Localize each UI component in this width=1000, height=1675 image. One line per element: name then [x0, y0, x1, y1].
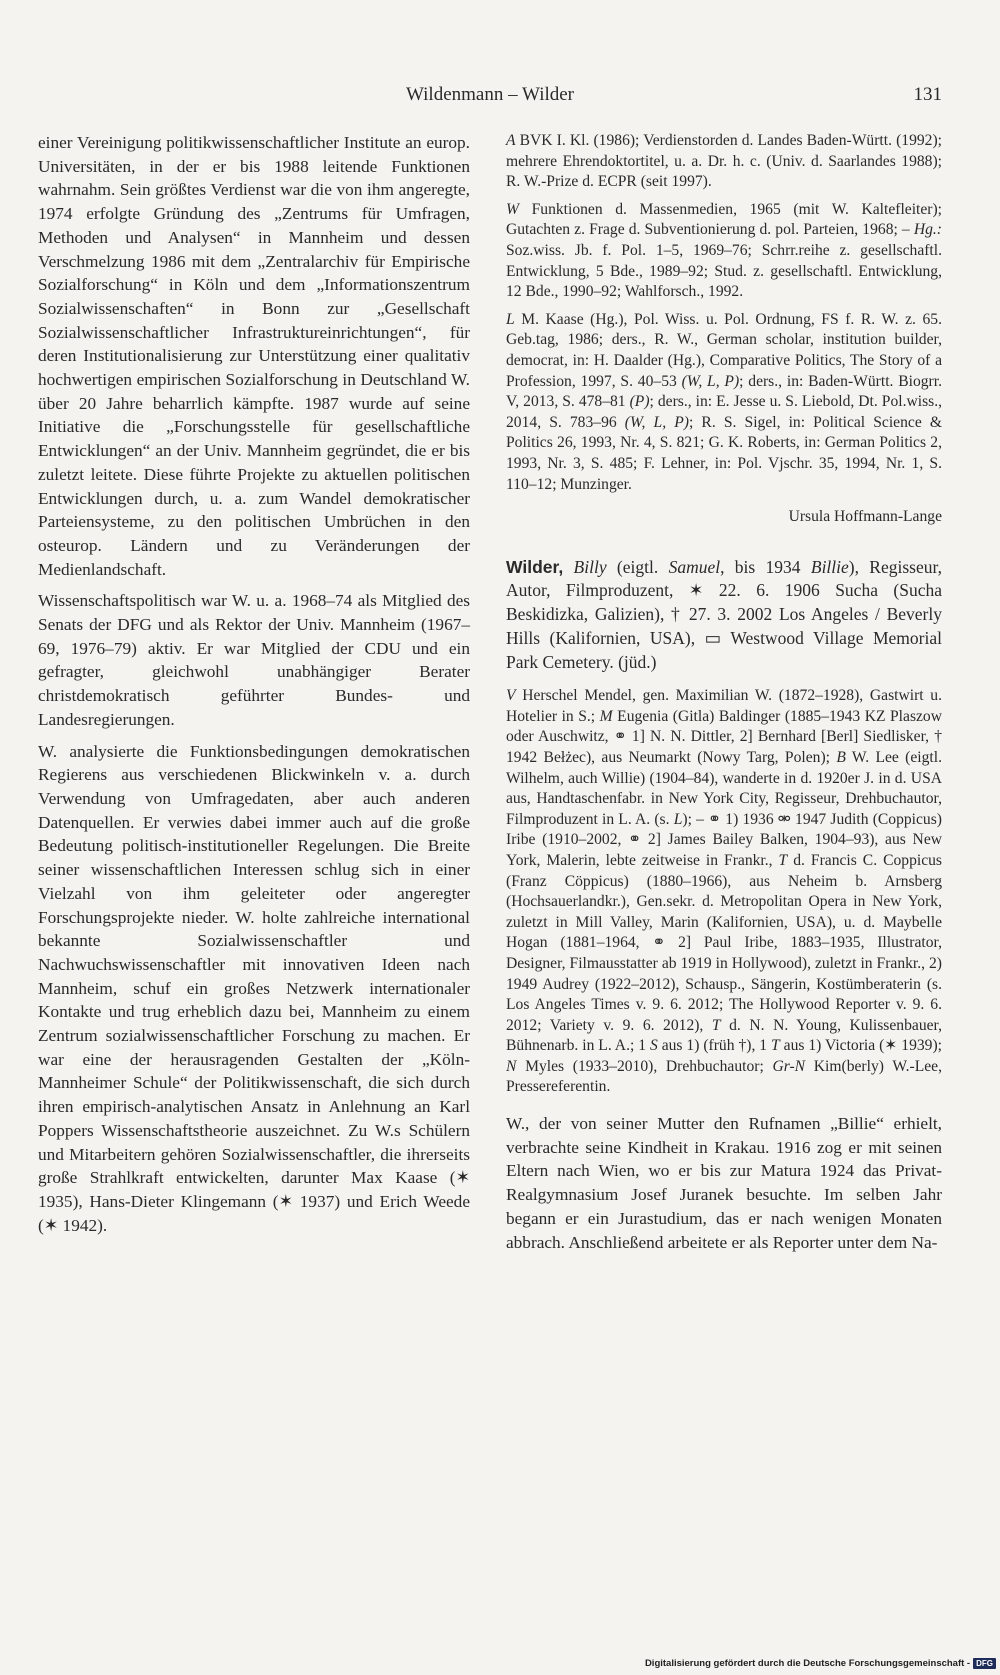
- section-label: M: [599, 707, 613, 725]
- literature-ref: (W, L, P): [624, 413, 689, 431]
- article-author: Ursula Hoffmann-Lange: [788, 508, 942, 526]
- section-label: T: [771, 1037, 780, 1055]
- literature-section: [506, 310, 942, 495]
- genealogy-text: ); – ⚭ 1) 1936 ⚮ 1947 Judith (Coppicus) Iribe (1910–2002, ⚭ 2] James Bailey Balken, 1904–93), aus New York, Malerin, lebte zeitweise in Frankr.,: [506, 810, 942, 869]
- paragraph: Wissenschaftspolitisch war W. u. a. 1968–74 als Mitglied des Senats der DFG und als Rektor der Univ. Mannheim (1967–69, 1976–79) aktiv. Er war Mitglied der CDU und ein gefragter, gleichwohl unabhängiger Berater christdemokratisch geführter Bundes- und Landesregierungen.: [38, 591, 470, 729]
- section-label: L: [506, 310, 515, 328]
- running-header: [38, 84, 942, 110]
- section-label: V: [506, 687, 516, 705]
- entry-alt-name: Billie: [810, 556, 849, 577]
- section-label: L: [673, 810, 683, 828]
- genealogy-text: Kim(berly) W.-Lee, Pressereferentin.: [506, 1057, 942, 1096]
- left-column: [38, 131, 470, 1237]
- footer-text: Digitalisierung gefördert durch die Deutsche Forschungsgemeinschaft -: [644, 1658, 971, 1669]
- section-label: W: [506, 200, 519, 218]
- paragraph: einer Vereinigung politikwissenschaftlicher Institute an europ. Universitäten, in der er bis 1988 leitende Funktionen wahrnahm. Sein größtes Verdienst war die von ihm angeregte, 1974 erfolgte Gründung des „Zentrums für Umfragen, Methoden und Analysen“ in Mannheim und dessen Verschmelzung 1986 mit dem „Zentralarchiv für Empirische Sozialforschung“ in Köln und dem „Informationszentrum Sozialwissenschaften“ in Bonn zur „Gesellschaft Sozialwissenschaftlicher Infrastruktureinrichtungen“, für deren Institutionalisierung zur Unterstützung einer qualitativ hochwertigen empirischen Sozialforschung in Deutschland W. über 20 Jahre beharrlich kämpfte. 1987 wurde auf seine Initiative die „Forschungsstelle für gesellschaftliche Entwicklungen“ an der Univ. Mannheim gegründet, die er bis zuletzt leitete. Diese führte Projekte zu aktuellen politischen Entwicklungen durch, u. a. zum Wandel demokratischer Parteiensysteme, zu den politischen Umbrüchen in den osteurop. Ländern und zu Veränderungen der Medienlandschaft.: [38, 133, 470, 579]
- literature-ref: (P): [629, 393, 650, 411]
- genealogy-text: Herschel Mendel, gen. Maximilian W. (1872–1928), Gastwirt u. Hotelier in S.;: [506, 687, 942, 725]
- literature-text: ; R. S. Sigel, in: Political Science & Politics 26, 1993, Nr. 4, S. 821; G. K. Roberts, in: German Politics 2, 1993, Nr. 3, S. 485; F. Lehner, in: Pol. Vjschr. 35, 1994, Nr. 1, S. 110–12; Munzinger.: [506, 413, 942, 493]
- entry-text: (eigtl.: [606, 556, 669, 577]
- digitization-footer: [606, 1658, 996, 1669]
- genealogy-text: aus 1) Victoria (✶ 1939);: [779, 1037, 942, 1055]
- awards-section: [506, 131, 942, 193]
- genealogy-text: Myles (1933–2010), Drehbuchautor;: [516, 1057, 773, 1075]
- entry-text: ), Regisseur, Autor, Filmproduzent, ✶ 22. 6. 1906 Sucha (Sucha Beskidizka, Galizien), † 27. 3. 2002 Los Angeles / Beverly Hills (Kalifornien, USA), ▭ Westwood Village Memorial Park Cemetery. (jüd.): [506, 556, 942, 672]
- awards-text: BVK I. Kl. (1986); Verdienstorden d. Landes Baden-Württ. (1992); mehrere Ehrendoktortitel, u. a. Dr. h. c. (Univ. d. Saarlandes 1988); R. W.-Prize d. ECPR (seit 1997).: [506, 132, 942, 191]
- right-column: [506, 131, 942, 1254]
- genealogy-text: W. Lee (eigtl. Wilhelm, auch Willie) (1904–84), wanderte in d. 1920er J. in d. USA aus, Handtaschenfabr. in New York City, Regisseur, Drehbuchautor, Filmproduzent in L. A. (s.: [506, 748, 942, 828]
- section-label: Gr-N: [772, 1057, 806, 1075]
- literature-text: ; ders., in: Baden-Württ. Biogrr. V, 2013, S. 478–81: [506, 372, 942, 411]
- literature-ref: (W, L, P): [681, 372, 740, 390]
- entry-body-paragraph: W., der von seiner Mutter den Rufnamen „Billie“ erhielt, verbrachte seine Kindheit in Krakau. 1916 zog er mit seinen Eltern nach Wien, wo er bis zur Matura 1924 das Privat-Realgymnasium Josef Juranek besuchte. Im selben Jahr begann er ein Jurastudium, das er nach wenigen Monaten abbrach. Anschließend arbeitete er als Reporter unter dem Na-: [506, 1114, 942, 1252]
- works-section: [506, 200, 942, 303]
- section-label: T: [778, 851, 788, 869]
- editor-label: Hg.:: [913, 221, 942, 239]
- section-label: S: [649, 1037, 658, 1055]
- section-label: B: [836, 748, 846, 766]
- works-text: Soz.wiss. Jb. f. Pol. 1–5, 1969–76; Schrr.reihe z. gesellschaftl. Entwicklung, 5 Bde., 1989–92; Stud. z. gesellschaftl. Entwicklung, 12 Bde., 1990–92; Wahlforsch., 1992.: [506, 241, 942, 301]
- entry-birth-name: Samuel: [668, 556, 721, 577]
- page-number: 131: [913, 84, 942, 105]
- entry-surname: Wilder,: [506, 556, 564, 577]
- genealogy-text: Eugenia (Gitla) Baldinger (1885–1943 KZ Plaszow oder Auschwitz, ⚭ 1] N. N. Dittler, 2] Bernhard [Berl] Siedlisker, † 1942 Bełżec), aus Neumarkt (Nowy Targ, Polen);: [506, 707, 942, 766]
- genealogy-text: d. N. N. Young, Kulissenbauer, Bühnenarb. in L. A.; 1: [506, 1016, 942, 1055]
- entry-heading: [506, 556, 942, 675]
- paragraph: W. analysierte die Funktionsbedingungen demokratischen Regierens aus verschiedenen Blickwinkeln v. a. durch Verwendung von Umfragedaten, aber auch anderen Datenquellen. Er verwies dabei immer auch auf die große Bedeutung politisch-institutioneller Regelungen. Die Breite seiner wissenschaftlichen Interessen schlug sich in einer Vielzahl von ihm geleiteter oder angeregter Forschungsprojekte nieder. W. holte zahlreiche international bekannte Sozialwissenschaftler und Nachwuchswissenschaftler mit innovativen Ideen nach Mannheim, schuf ein großes Netzwerk internationaler Kontakte und trug erheblich dazu bei, Mannheim zu einem Zentrum sozialwissenschaftlicher Forschung zu machen. Er war eine der herausragenden Gestalten der „Köln-Mannheimer Schule“ der Politikwissenschaft, die sich durch ihren empirisch-analytischen Ansatz in Anlehnung an Karl Poppers Wissenschaftstheorie auszeichnet. Zu W.s Schülern und Mitarbeitern gehören Sozialwissenschaftler, die ihrerseits große Strahlkraft entwickelten, darunter Max Kaase (✶ 1935), Hans-Dieter Klingemann (✶ 1937) und Erich Weede (✶ 1942).: [38, 741, 470, 1235]
- dfg-logo-icon: DFG: [973, 1658, 996, 1669]
- section-label: A: [506, 132, 516, 149]
- section-label: N: [506, 1057, 517, 1075]
- genealogy-text: aus 1) (früh †), 1: [657, 1037, 772, 1055]
- works-text: Funktionen d. Massenmedien, 1965 (mit W. Kaltefleiter); Gutachten z. Frage d. Subventionierung d. pol. Parteien, 1968; –: [506, 200, 942, 239]
- genealogy-section: [506, 686, 942, 1098]
- entry-given-name: Billy: [573, 556, 607, 577]
- entry-text: , bis 1934: [720, 556, 811, 577]
- genealogy-text: d. Francis C. Coppicus (Franz Cöppicus) (1880–1966), aus Neheim b. Arnsberg (Hochsauerlandkr.), Gen.sekr. d. Metropolitan Opera in New York, zuletzt in Mill Valley, Marin (Kalifornien, USA), u. d. Maybelle Hogan (1881–1964, ⚭ 2] Paul Iribe, 1883–1935, Illustrator, Designer, Filmausstatter ab 1919 in Hollywood), zuletzt in Frankr., 2) 1949 Audrey (1922–2012), Schausp., Sängerin, Kostümberaterin (s. Los Angeles Times v. 9. 6. 2012; The Hollywood Reporter v. 9. 6. 2012; Variety v. 9. 6. 2012),: [506, 851, 943, 1034]
- literature-text: M. Kaase (Hg.), Pol. Wiss. u. Pol. Ordnung, FS f. R. W. z. 65. Geb.tag, 1986; ders., R. W., German scholar, institution builder, democrat, in: H. Daalder (Hg.), Comparative Politics, The Story of a Profession, 1997, S. 40–53: [506, 310, 942, 390]
- page-title: Wildenmann – Wilder: [405, 84, 575, 105]
- section-label: T: [711, 1016, 721, 1034]
- literature-text: ; ders., in: E. Jesse u. S. Liebold, Dt. Pol.wiss., 2014, S. 783–96: [506, 393, 942, 431]
